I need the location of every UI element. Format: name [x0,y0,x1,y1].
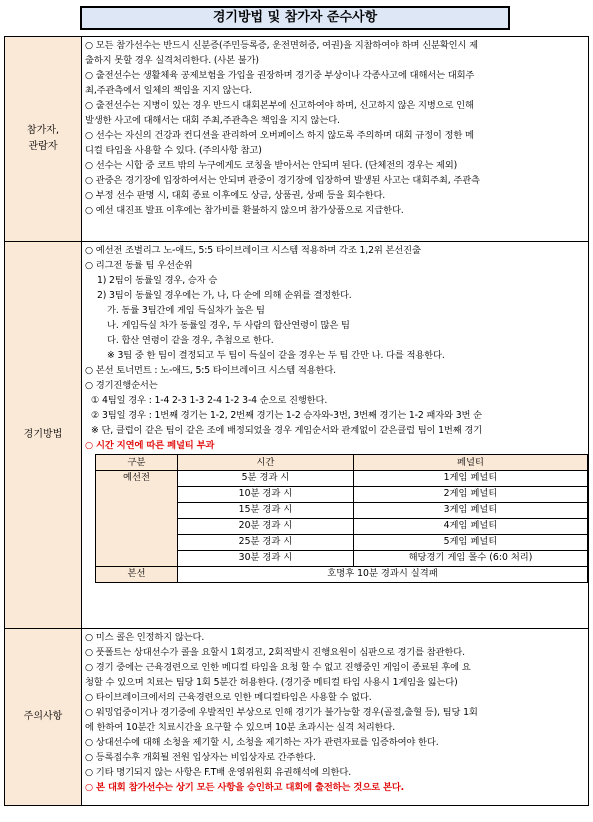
rule-line: 2) 3팀이 동률일 경우에는 가, 나, 다 순에 의해 순위를 결정한다. [97,290,352,301]
rule-line: ○ 선수는 자신의 건강과 컨디션을 관리하여 오버페이스 하지 않도록 주의하며 대회 규정이 정한 메 [85,130,474,141]
rule-line: 발생한 사고에 대해서는 대회 주최,주관측은 책임을 지지 않는다. [85,115,340,126]
rule-line: 출하지 못할 경우 실격처리한다. (사본 불가) [85,55,259,66]
rule-line: ○ 미스 콜은 인정하지 않는다. [85,632,205,643]
penalty-value: 4게임 페널티 [354,519,588,535]
rule-line: ○ 모든 참가선수는 반드시 신분증(주민등록증, 운전면허증, 여권)을 지참하여야 하며 신분확인시 제 [85,40,478,51]
rule-line: ○ 경기진행순서는 [85,380,158,391]
penalty-value: 3게임 페널티 [354,503,588,519]
rule-line: 최,주관측에서 일체의 책임을 지지 않는다. [85,85,252,96]
rule-line: ○ 예선 대진표 발표 이후에는 참가비를 환불하지 않으며 참가상품으로 지급한다. [85,205,404,216]
rule-line: ○ 리그전 동률 팀 우선순위 [85,260,193,271]
section-content-method [82,242,589,629]
rule-line: 1) 2팀이 동률일 경우, 승자 승 [97,275,218,286]
rule-line: ○ 상대선수에 대해 소청을 제기할 시, 소청을 제기하는 자가 관련자료를 입증하여야 한다. [85,737,439,748]
rule-line: ○ 관중은 경기장에 입장하여서는 안되며 관중이 경기장에 입장하여 발생된 사고는 대회주최, 주관측 [85,175,480,186]
section-content-participants [82,37,589,242]
rule-line: ○ 풋폴트는 상대선수가 콜을 요할시 1회경고, 2회적발시 진행요원이 심판으로 경기를 참관한다. [85,647,465,658]
closing-statement: ○ 본 대회 참가선수는 상기 모든 사항을 승인하고 대회에 출전하는 것으로 본다. [85,782,405,793]
rule-line: 청할 수 있으며 치료는 팀당 1회 5분간 허용한다. (경기중 메티컬 타임 사용시 1게임을 잃는다) [85,677,458,688]
penalty-time: 5분 경과 시 [178,471,354,487]
rule-line: ○ 등록접수후 개회될 전원 입상자는 비입상자로 간주한다. [85,752,316,763]
section-method [5,242,589,629]
rule-line: 디컬 타임을 사용할 수 있다. (주의사항 참고) [85,145,262,156]
rule-line: ① 4팀일 경우 : 1-4 2-3 1-3 2-4 1-2 3-4 순으로 진행한다. [91,395,328,406]
penalty-final-row [96,567,588,583]
rule-line: ○ 예선전 조별리그 노-애드, 5:5 타이브레이크 시스템 적용하며 각조 1,2위 본선진출 [85,245,421,256]
rule-line: ※ 단, 클럽이 같은 팀이 같은 조에 배정되었을 경우 게임순서와 관계없이 같은클럽 팀이 1번째 경기 [91,425,483,436]
rule-line: ○ 출전선수는 지병이 있는 경우 반드시 대회본부에 신고하여야 하며, 신고하지 않은 지병으로 인해 [85,100,474,111]
penalty-group-prelim: 예선전 [96,471,178,567]
penalty-time: 30분 경과 시 [178,551,354,567]
rule-line: 다. 합산 연령이 같을 경우, 추첨으로 한다. [107,335,274,346]
section-content-notes [82,629,589,806]
penalty-header-penalty: 페널티 [354,455,588,471]
rule-line: ○ 출전선수는 생활체육 공제보험을 가입을 권장하며 경기중 부상이나 각종사고에 대해서는 대회주 [85,70,475,81]
penalty-time: 15분 경과 시 [178,503,354,519]
penalty-value: 5게임 페널티 [354,535,588,551]
rule-line: 에 한하여 10분간 치료시간을 요구할 수 있으며 10분 초과시는 실격 처리한다. [85,722,396,733]
section-notes [5,629,589,806]
penalty-row [96,471,588,487]
section-label-method: 경기방법 [5,242,82,629]
penalty-time: 10분 경과 시 [178,487,354,503]
penalty-value: 1게임 페널티 [354,471,588,487]
penalty-time: 25분 경과 시 [178,535,354,551]
page-title: 경기방법 및 참가자 준수사항 [80,6,510,30]
rule-line: 나. 게임득실 차가 동률일 경우, 두 사람의 합산연령이 많은 팀 [107,320,350,331]
penalty-table [95,454,588,583]
rule-line: ※ 3팀 중 한 팀이 결정되고 두 팀이 득실이 같을 경우는 두 팀 간만 나. 다를 적용한다. [107,350,445,361]
section-participants [5,37,589,242]
rule-line: 가. 동률 3팀간에 게임 득실차가 높은 팀 [107,305,265,316]
penalty-time: 20분 경과 시 [178,519,354,535]
rule-line: ○ 경기 중에는 근육경련으로 인한 메디컬 타임을 요청 할 수 없고 진행중인 게임이 종료된 후에 요 [85,662,471,673]
penalty-header-time: 시간 [178,455,354,471]
penalty-header-category: 구분 [96,455,178,471]
section-label-notes: 주의사항 [5,629,82,806]
rule-line: ○ 워밍업중이거나 경기중에 우발적인 부상으로 인해 경기가 불가능할 경우(골절,출혈 등), 팀당 1회 [85,707,478,718]
penalty-group-final: 본선 [96,567,178,583]
penalty-value: 2게임 페널티 [354,487,588,503]
rule-line: ○ 본선 토너먼트 : 노-애드, 5:5 타이브레이크 시스템 적용한다. [85,365,336,376]
penalty-value: 해당경기 게임 몰수 (6:0 처리) [354,551,588,567]
penalty-final-value: 호명후 10분 경과시 실격패 [178,567,588,583]
rule-line: ○ 기타 명기되지 않는 사항은 F.T배 운영위원회 유권해석에 의한다. [85,767,352,778]
rule-line: ② 3팀일 경우 : 1번째 경기는 1-2, 2번째 경기는 1-2 승자와-3번, 3번째 경기는 1-2 패자와 3번 순 [91,410,482,421]
penalty-header-row [96,455,588,471]
rule-line: ○ 타이브레이크에서의 근육경련으로 인한 메디컬타임은 사용할 수 없다. [85,692,372,703]
rule-line: ○ 선수는 시합 중 코트 밖의 누구에게도 코칭을 받아서는 안되며 된다. (단체전의 경우는 제외) [85,160,458,171]
rule-line: ○ 부정 선수 판명 시, 대회 종료 이후에도 상금, 상품권, 상패 등을 회수한다. [85,190,386,201]
rules-table [4,36,589,806]
section-label-participants: 참가자, 관람자 [5,37,82,242]
penalty-heading: ○ 시간 지연에 따른 페널티 부과 [85,440,215,451]
